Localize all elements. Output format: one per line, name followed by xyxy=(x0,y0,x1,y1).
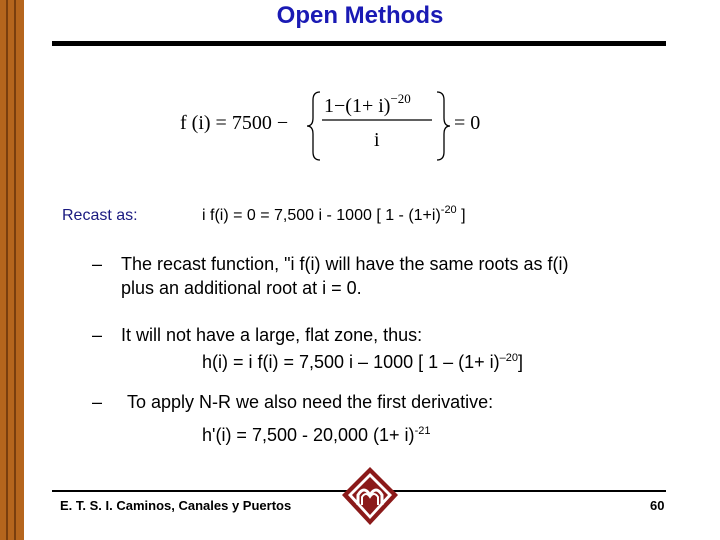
formula-rhs: = 0 xyxy=(454,112,481,134)
bullet-dash-2: – xyxy=(92,325,103,345)
bullet-3-equation: h'(i) = 7,500 - 20,000 $(1+ i)^{-21}$ xyxy=(202,425,431,445)
bullet-1-line-2: plus an additional root at i = 0. xyxy=(121,278,362,298)
left-decorative-bar xyxy=(0,0,24,540)
page-number: 60 xyxy=(650,498,665,513)
title-underline xyxy=(52,41,666,46)
formula-numerator: $1-(1+ i)^{-20}$ xyxy=(324,91,411,117)
bullet-1-line-1: The recast function, "i f(i) will have the same roots as f(i) xyxy=(121,254,569,274)
footer-institution: E. T. S. I. Caminos, Canales y Puertos xyxy=(60,498,292,513)
recast-label: Recast as: xyxy=(62,207,138,224)
bullet-2-equation: h(i) = i f(i) = 7,500 i – 1000 [ $1 - (1+ i)^{-20}$] xyxy=(202,352,524,372)
bullet-2-line-1: It will not have a large, flat zone, thus: xyxy=(121,325,423,345)
formula-denominator: i xyxy=(374,129,380,151)
bullet-dash-1: – xyxy=(92,254,103,274)
slide-title: Open Methods xyxy=(276,2,444,29)
recast-equation: i f(i) = 0 = 7,500 i - 1000 [ $1 - (1+i)^{-20}$ ] xyxy=(202,204,466,224)
university-crest-logo-icon xyxy=(338,465,402,529)
bullet-dash-3: – xyxy=(92,392,103,412)
equation-formula xyxy=(180,86,500,166)
formula-lhs: f (i) = 7500 − xyxy=(180,112,289,134)
bullet-3-line-1: To apply N-R we also need the first derivative: xyxy=(127,392,494,412)
